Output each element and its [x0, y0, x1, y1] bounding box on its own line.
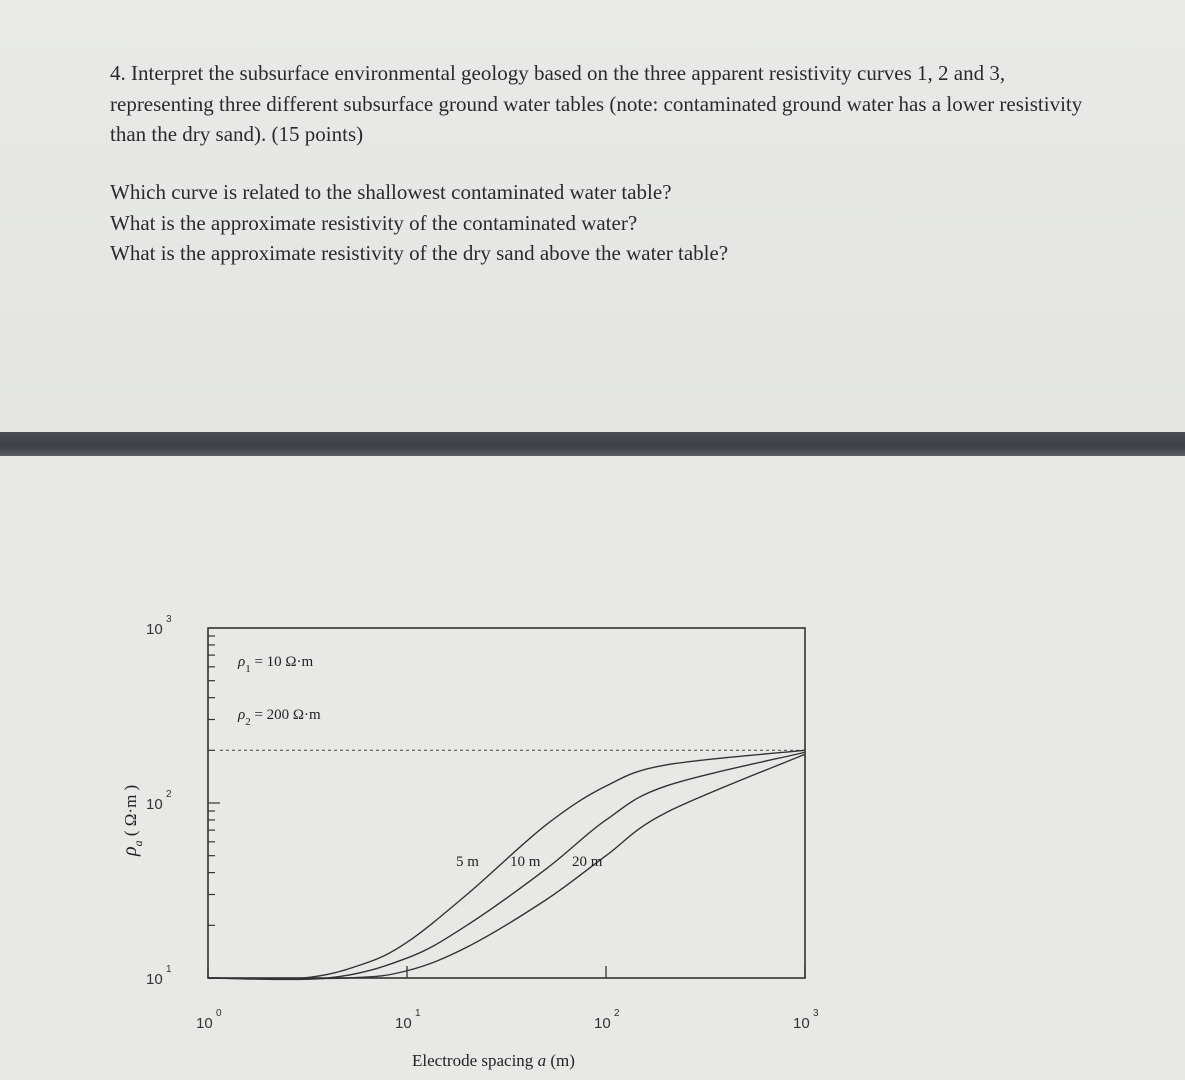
- sub-questions: [110, 177, 1090, 269]
- y-tick-exponent-2: 3: [166, 614, 172, 625]
- x-tick-label-3: 10: [793, 1015, 810, 1032]
- question-text: 4. Interpret the subsurface environmental geology based on the three apparent resistivity curves 1, 2 and 3, representing three different subsurface ground water tables (note: contaminated ground water has a lower resistivity than the dry sand). (15 points): [110, 61, 1083, 146]
- x-axis-title: Electrode spacing a (m): [412, 1051, 575, 1070]
- resistivity-chart: [0, 456, 1185, 1080]
- sub-question-2: What is the approximate resistivity of the contaminated water?: [110, 210, 638, 235]
- curve-label-2: 10 m: [510, 854, 541, 870]
- sub-question-1: Which curve is related to the shallowest contaminated water table?: [110, 180, 672, 204]
- y-tick-label-2: 10: [146, 621, 163, 638]
- y-tick-label-1: 10: [146, 796, 163, 813]
- question-panel: [0, 0, 1185, 432]
- x-tick-exponent-3: 3: [813, 1008, 819, 1019]
- curve-10m: [208, 752, 805, 979]
- y-tick-exponent-1: 2: [166, 789, 172, 800]
- x-tick-label-2: 10: [594, 1015, 611, 1032]
- x-tick-exponent-0: 0: [216, 1008, 222, 1019]
- annotation-rho-2: $\rho_2 = 200$ Ω·m: [238, 707, 321, 728]
- curve-label-3: 20 m: [572, 854, 603, 870]
- curve-20m: [208, 754, 805, 978]
- x-tick-label-1: 10: [395, 1015, 412, 1032]
- sub-question-3: What is the approximate resistivity of the dry sand above the water table?: [110, 241, 729, 265]
- x-tick-exponent-2: 2: [614, 1008, 620, 1019]
- x-tick-label-0: 10: [196, 1015, 213, 1032]
- x-tick-exponent-1: 1: [415, 1008, 421, 1019]
- y-tick-label-0: 10: [146, 971, 163, 988]
- y-axis-title: $\rho_a$ ( Ω·m ): [119, 784, 145, 856]
- annotation-rho-1: $\rho_1 = 10$ Ω·m: [238, 654, 314, 675]
- divider-bar: [0, 432, 1185, 456]
- y-tick-exponent-0: 1: [166, 964, 172, 975]
- figure-panel: [0, 456, 1185, 1080]
- curve-label-1: 5 m: [456, 854, 479, 870]
- curve-5m: [208, 750, 805, 979]
